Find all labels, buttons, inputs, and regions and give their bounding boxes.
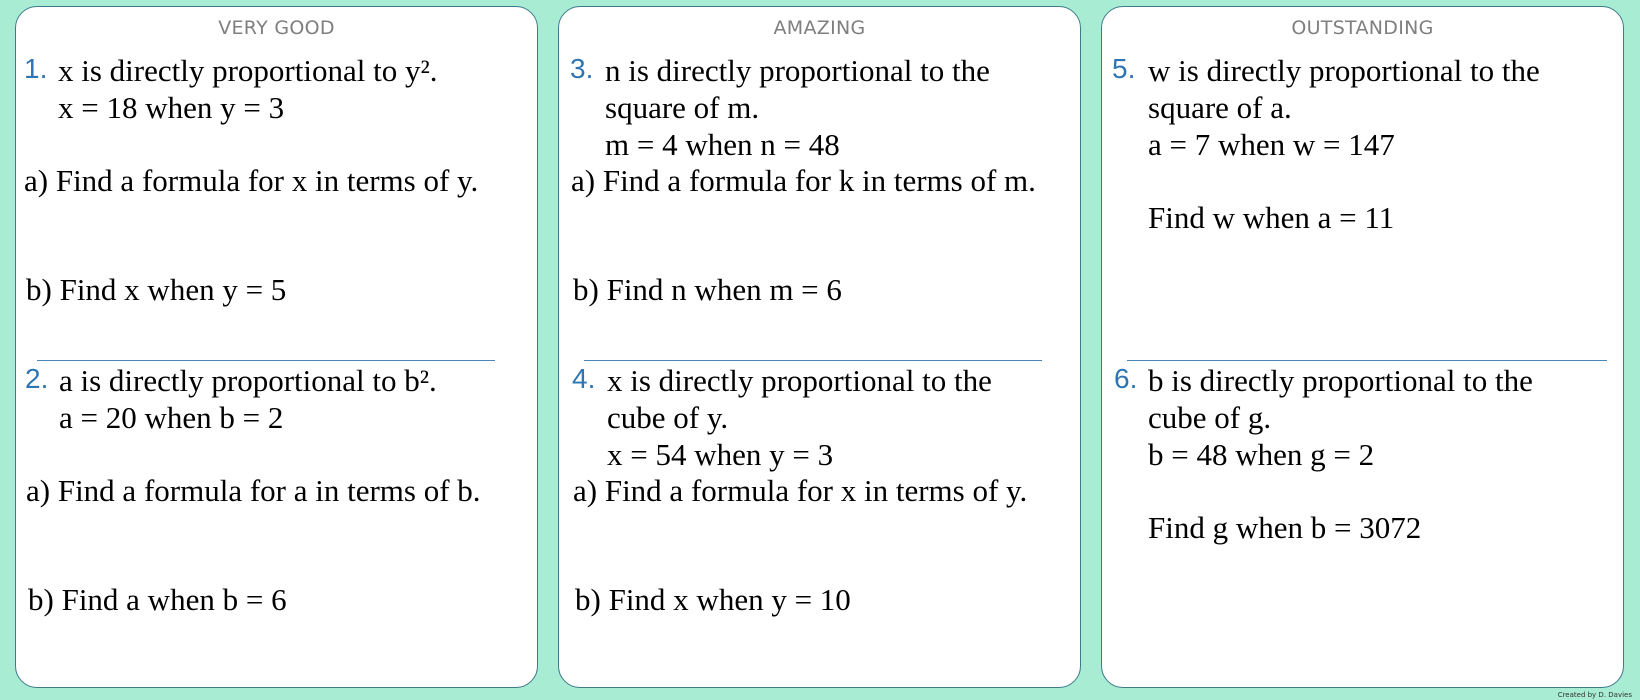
question-line: a is directly proportional to b². <box>59 363 437 398</box>
question-line: n is directly proportional to the <box>605 53 990 88</box>
question-line: x is directly proportional to the <box>607 363 992 398</box>
question-line: w is directly proportional to the <box>1148 53 1540 88</box>
question-line: m = 4 when n = 48 <box>605 127 840 162</box>
card-amazing <box>558 6 1081 688</box>
column-heading: OUTSTANDING <box>1291 17 1434 39</box>
question-line: square of m. <box>605 90 760 125</box>
find-prompt: Find g when b = 3072 <box>1148 510 1422 545</box>
question-line: cube of y. <box>607 400 729 435</box>
column-heading: VERY GOOD <box>218 17 335 39</box>
question-number: 1. <box>24 53 48 84</box>
part-b: b) Find n when m = 6 <box>573 272 842 307</box>
question-line: x = 54 when y = 3 <box>607 437 834 472</box>
divider <box>1127 360 1607 361</box>
question-number: 3. <box>570 53 594 84</box>
question-line: x = 18 when y = 3 <box>58 90 285 125</box>
question-number: 2. <box>25 363 49 394</box>
question-line: x is directly proportional to y². <box>58 53 438 88</box>
question-line: a = 7 when w = 147 <box>1148 127 1395 162</box>
part-a: a) Find a formula for a in terms of b. <box>26 473 481 508</box>
question-number: 4. <box>572 363 596 394</box>
find-prompt: Find w when a = 11 <box>1148 200 1395 235</box>
divider <box>37 360 495 361</box>
card-very-good <box>15 6 538 688</box>
part-a: a) Find a formula for x in terms of y. <box>573 473 1028 508</box>
part-b: b) Find a when b = 6 <box>28 582 287 617</box>
question-number: 5. <box>1112 53 1136 84</box>
part-a: a) Find a formula for x in terms of y. <box>24 163 479 198</box>
column-heading: AMAZING <box>773 17 866 39</box>
question-line: a = 20 when b = 2 <box>59 400 284 435</box>
part-b: b) Find x when y = 10 <box>575 582 851 617</box>
question-line: square of a. <box>1148 90 1292 125</box>
credit-text: Created by D. Davies <box>1557 691 1632 699</box>
card-outstanding <box>1101 6 1624 688</box>
part-b: b) Find x when y = 5 <box>26 272 287 307</box>
question-line: cube of g. <box>1148 400 1272 435</box>
question-line: b = 48 when g = 2 <box>1148 437 1375 472</box>
part-a: a) Find a formula for k in terms of m. <box>571 163 1036 198</box>
divider <box>584 360 1042 361</box>
question-line: b is directly proportional to the <box>1148 363 1533 398</box>
question-number: 6. <box>1114 363 1138 394</box>
